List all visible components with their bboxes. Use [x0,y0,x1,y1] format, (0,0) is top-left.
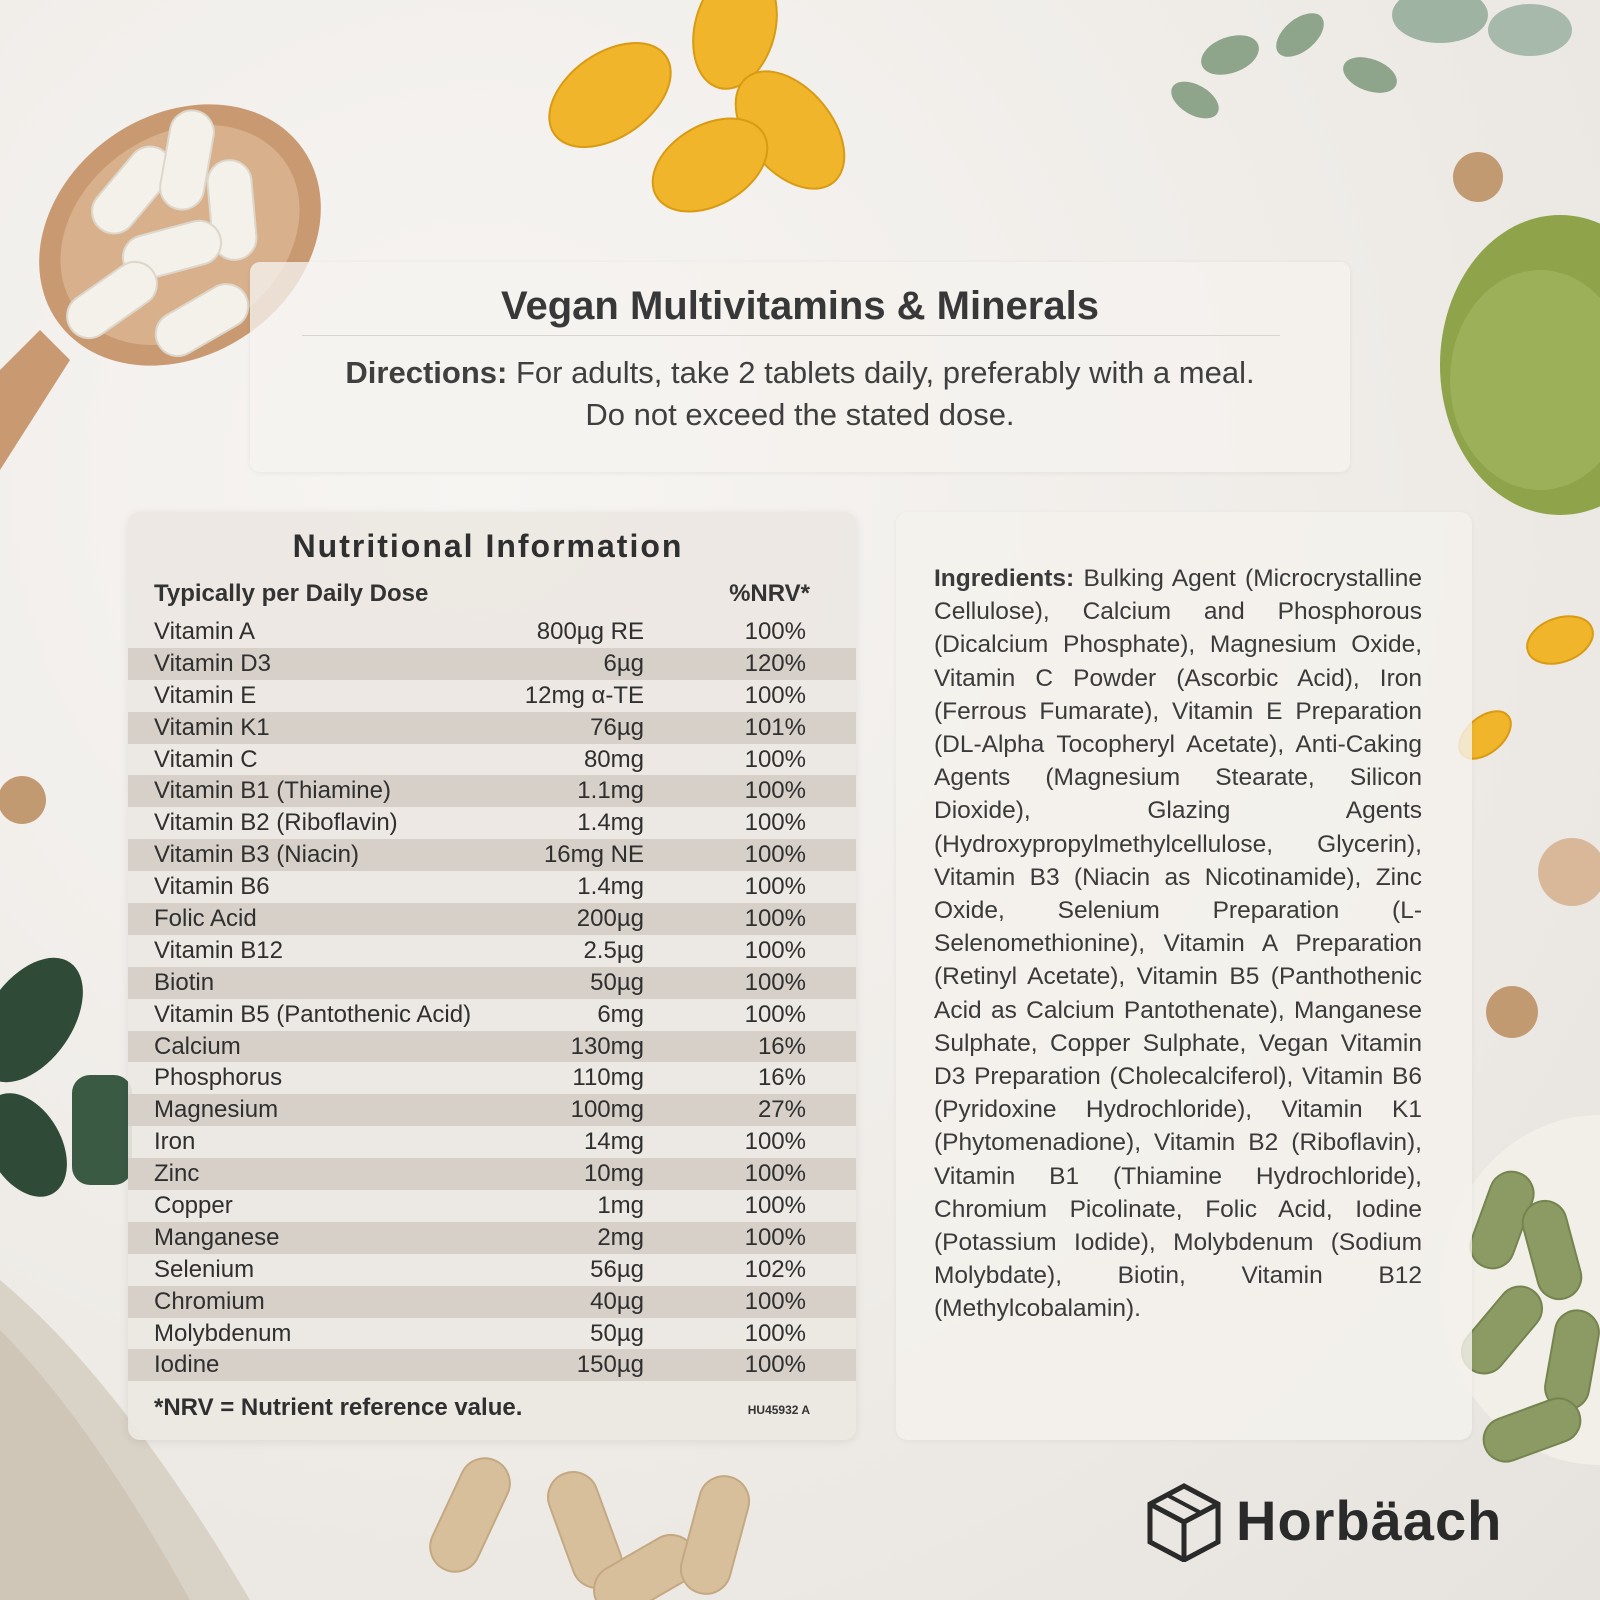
nutrient-nrv: 100% [744,968,806,996]
table-row [128,712,856,744]
header-divider [302,335,1280,336]
nutrient-amount: 150µg [576,1351,644,1379]
table-row [128,935,856,967]
nutrient-nrv: 100% [744,1192,806,1220]
nutrient-nrv: 16% [757,1064,806,1092]
nutrient-name: Vitamin B12 [154,936,283,964]
nutrient-nrv: 100% [744,1160,806,1188]
nutrient-nrv: 100% [744,841,806,869]
nutrient-name: Molybdenum [154,1319,292,1347]
table-row [128,1126,856,1158]
table-row [128,1349,856,1381]
nutrient-name: Iron [154,1128,196,1156]
nutrient-name: Selenium [154,1255,255,1283]
nutrient-amount: 130mg [570,1032,644,1060]
header-card [250,262,1350,472]
directions-line-2: Do not exceed the stated dose. [585,397,1015,432]
nutrient-amount: 1.4mg [577,873,644,901]
table-row [128,1254,856,1286]
nutrient-name: Chromium [154,1287,265,1315]
nutrient-name: Vitamin B1 (Thiamine) [154,777,391,805]
nutrient-name: Biotin [154,968,215,996]
nutrient-amount: 80mg [583,745,644,773]
green-tablets-image [0,939,132,1212]
nutrient-nrv: 100% [744,777,806,805]
table-row [128,1190,856,1222]
nutrient-name: Vitamin D3 [154,649,271,677]
table-row [128,903,856,935]
nutrition-header-row [128,576,856,612]
nutrient-nrv: 27% [757,1096,806,1124]
nutrient-nrv: 100% [744,873,806,901]
nutrient-nrv: 100% [744,905,806,933]
nutrient-amount: 2mg [597,1223,644,1251]
nrv-footnote: *NRV = Nutrient reference value. [154,1394,523,1421]
nutrient-name: Zinc [154,1160,200,1188]
brand-logo [1146,1482,1566,1562]
nutrient-nrv: 100% [744,618,806,645]
nutrient-name: Phosphorus [154,1064,283,1092]
nutrient-name: Manganese [154,1223,280,1251]
nutrient-amount: 1.4mg [577,809,644,837]
nutrient-name: Magnesium [154,1096,279,1124]
nutrient-nrv: 100% [744,1223,806,1251]
ingredients-list: Bulking Agent (Microcrystalline Cellulose), Calcium and Phosphorous (Dicalcium Phosphate), Magnesium Oxide, Vitamin C Powder (Ascorbic Acid), Iron (Ferrous Fumarate), Vitamin E Preparation (DL-Alpha Tocopheryl Acetate), Anti-Caking Agents (Magnesium Stearate, Silicon Dioxide), Glazing Agents (Hydroxypropylmethylcellulose, Glycerin), Vitamin B3 (Niacin as Nicotinamide), Zinc Oxide, Selenium Preparation (L-Selenomethionine), Vitamin A Preparation (Retinyl Acetate), Vitamin B5 (Panthothenic Acid as Calcium Pantothenate), Manganese Sulphate, Copper Sulphate, Vegan Vitamin D3 Preparation (Cholecalciferol), Vitamin B6 (Pyridoxine Hydrochloride), Vitamin K1 (Phytomenadione), Vitamin B2 (Riboflavin), Vitamin B1 (Thiamine Hydrochloride), Chromium Picolinate, Folic Acid, Iodine (Potassium Iodide), Molybdenum (Sodium Molybdate), Biotin, Vitamin B12 (Methylcobalamin). [934,565,1422,1323]
table-row [128,1094,856,1126]
nutrient-name: Vitamin B3 (Niacin) [154,841,359,869]
nutrient-amount: 2.5µg [583,936,644,964]
nutrient-nrv: 100% [744,1351,806,1379]
nutrient-nrv: 100% [744,809,806,837]
cube-logo-icon [1146,1482,1222,1562]
table-row [128,1158,856,1190]
nutrient-amount: 56µg [590,1255,644,1283]
nutrient-amount: 10mg [583,1160,644,1188]
nutrient-name: Vitamin K1 [154,713,270,741]
nutrient-amount: 14mg [583,1128,644,1156]
nutrient-amount: 50µg [590,968,644,996]
nutrient-name: Calcium [154,1032,241,1060]
table-row [128,648,856,680]
nutrient-amount: 6µg [603,649,644,677]
table-row [128,999,856,1031]
ingredients-label: Ingredients: [934,565,1075,592]
nutrition-table-card [128,512,856,1440]
table-row [128,1222,856,1254]
nutrient-name: Vitamin B2 (Riboflavin) [154,809,398,837]
nutrient-name: Vitamin B5 (Pantothenic Acid) [154,1000,472,1028]
nutrition-rows [128,616,856,1381]
table-row [128,616,856,648]
table-row [128,871,856,903]
nutrient-nrv: 102% [744,1255,806,1283]
directions-line-1 [250,352,1350,394]
nutrient-name: Iodine [154,1351,220,1379]
nutrition-title: Nutritional Information [292,528,684,564]
brand-name: Horbäach [1236,1489,1503,1552]
table-row [128,775,856,807]
nutrient-amount: 50µg [590,1319,644,1347]
nutrient-nrv: 100% [744,1319,806,1347]
nutrient-nrv: 100% [744,1128,806,1156]
nutrient-amount: 12mg α-TE [524,681,644,709]
nutrient-nrv: 16% [757,1032,806,1060]
nutrient-amount: 200µg [576,905,644,933]
product-title: Vegan Multivitamins & Minerals [501,284,1099,328]
table-row [128,1286,856,1318]
nutrient-name: Folic Acid [154,905,257,933]
nutrient-amount: 110mg [572,1064,644,1092]
column-header-nrv: %NRV* [729,580,810,607]
table-row [128,1062,856,1094]
nutrient-amount: 16mg NE [543,841,644,869]
nutrient-amount: 76µg [590,713,644,741]
nutrient-nrv: 100% [744,681,806,709]
nutrient-name: Vitamin C [154,745,258,773]
eucalyptus-leaves-image [1165,0,1572,126]
nutrient-nrv: 120% [744,649,806,677]
nutrient-nrv: 101% [744,713,806,741]
directions-text [250,352,1350,436]
green-powder-image [1440,215,1600,515]
ingredients-text [934,562,1422,1326]
ingredients-card [896,512,1472,1440]
nutrient-amount: 6mg [597,1000,644,1028]
nutrient-amount: 1mg [597,1192,644,1220]
nutrient-nrv: 100% [744,1287,806,1315]
nutrient-nrv: 100% [744,936,806,964]
table-row [128,807,856,839]
nutrient-name: Vitamin B6 [154,873,270,901]
nutrient-nrv: 100% [744,745,806,773]
table-row [128,680,856,712]
table-row [128,1031,856,1063]
nutrient-name: Copper [154,1192,233,1220]
product-code: HU45932 A [747,1403,810,1417]
directions-line-1-text: For adults, take 2 tablets daily, preferably with a meal. [515,355,1255,390]
nutrient-name: Vitamin E [154,681,257,709]
nutrient-nrv: 100% [744,1000,806,1028]
nutrient-amount: 1.1mg [577,777,644,805]
nutrient-amount: 800µg RE [536,618,644,645]
table-row [128,744,856,776]
table-row [128,839,856,871]
column-header-dose: Typically per Daily Dose [154,580,429,607]
beige-tablets-image [422,1450,755,1600]
table-row [128,1318,856,1350]
table-row [128,967,856,999]
directions-label: Directions: [345,355,508,390]
nutrient-amount: 100mg [570,1096,644,1124]
nutrient-name: Vitamin A [154,618,255,645]
nutrient-amount: 40µg [590,1287,644,1315]
